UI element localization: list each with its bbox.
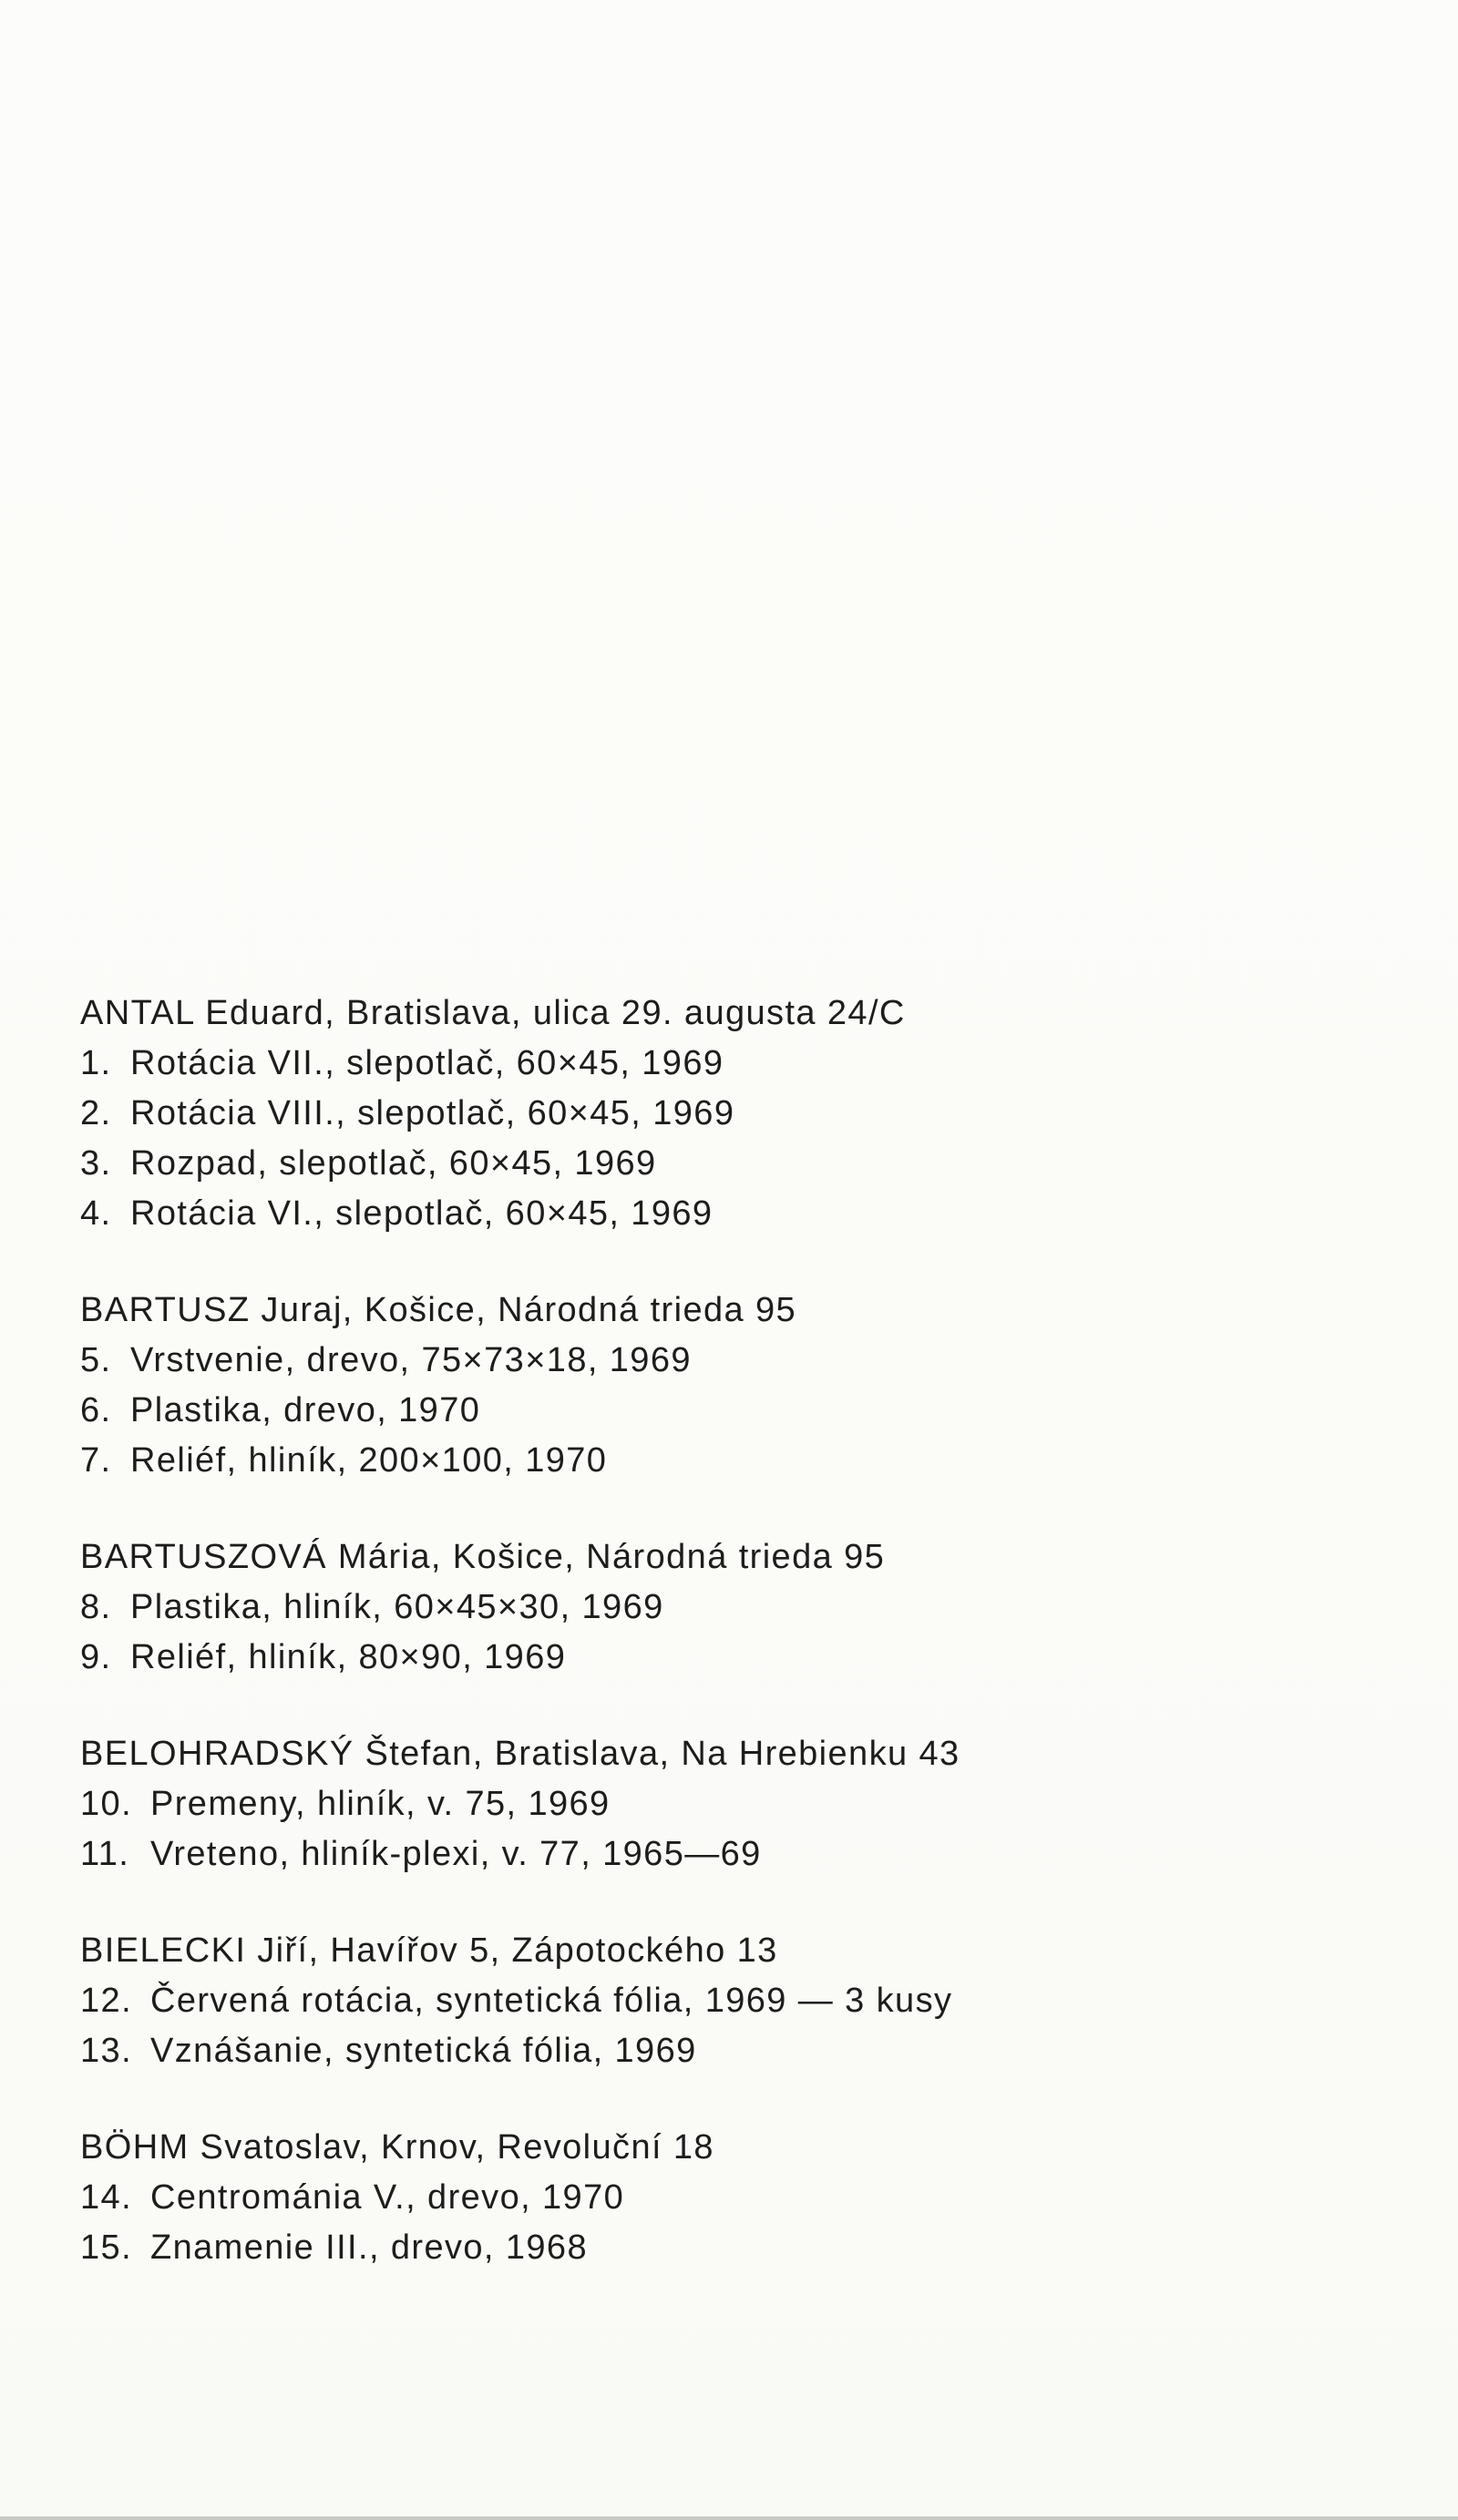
artist-entry-bartusz	[80, 1286, 1392, 1486]
artist-entry-bielecki	[80, 1926, 1392, 2076]
work-item	[80, 1089, 1392, 1139]
work-number: 13.	[80, 2032, 133, 2070]
work-item	[80, 1386, 1392, 1436]
work-description: Reliéf, hliník, 200×100, 1970	[130, 1441, 608, 1480]
artist-header: BIELECKI Jiří, Havířov 5, Zápotockého 13	[80, 1931, 778, 1970]
work-item	[80, 1189, 1392, 1239]
work-number: 2.	[80, 1094, 112, 1132]
work-description: Centrománia V., drevo, 1970	[150, 2178, 625, 2217]
artist-entry-antal	[80, 989, 1392, 1239]
work-description: Červená rotácia, syntetická fólia, 1969 — 3 kusy	[150, 1982, 953, 2020]
work-number: 10.	[80, 1785, 133, 1823]
work-item	[80, 2173, 1392, 2223]
work-description: Reliéf, hliník, 80×90, 1969	[130, 1638, 567, 1676]
work-item	[80, 1633, 1392, 1683]
work-number: 4.	[80, 1194, 112, 1233]
work-description: Premeny, hliník, v. 75, 1969	[150, 1785, 611, 1823]
artist-header: BELOHRADSKÝ Štefan, Bratislava, Na Hrebienku 43	[80, 1735, 960, 1773]
artist-header: ANTAL Eduard, Bratislava, ulica 29. augusta 24/C	[80, 994, 906, 1032]
artist-entry-bartuszova	[80, 1532, 1392, 1683]
artist-header: BARTUSZ Juraj, Košice, Národná trieda 95	[80, 1291, 797, 1329]
work-item	[80, 2026, 1392, 2076]
work-number: 8.	[80, 1588, 112, 1626]
work-item	[80, 1436, 1392, 1486]
artist-entry-bohm	[80, 2123, 1392, 2273]
work-description: Rotácia VI., slepotlač, 60×45, 1969	[130, 1194, 714, 1233]
work-item	[80, 1829, 1392, 1880]
work-description: Vreteno, hliník-plexi, v. 77, 1965—69	[150, 1835, 762, 1873]
artist-header: BARTUSZOVÁ Mária, Košice, Národná trieda 95	[80, 1538, 886, 1576]
work-item	[80, 2223, 1392, 2273]
work-number: 5.	[80, 1341, 112, 1379]
work-description: Vrstvenie, drevo, 75×73×18, 1969	[130, 1341, 692, 1379]
artist-entry-belohradsky	[80, 1729, 1392, 1880]
work-item	[80, 1336, 1392, 1386]
artist-header: BÖHM Svatoslav, Krnov, Revoluční 18	[80, 2128, 714, 2167]
work-number: 3.	[80, 1144, 112, 1183]
work-item	[80, 1976, 1392, 2026]
work-number: 7.	[80, 1441, 112, 1480]
work-description: Rotácia VII., slepotlač, 60×45, 1969	[130, 1044, 724, 1082]
work-number: 1.	[80, 1044, 112, 1082]
work-description: Rozpad, slepotlač, 60×45, 1969	[130, 1144, 657, 1183]
work-item	[80, 1779, 1392, 1829]
work-number: 15.	[80, 2228, 133, 2267]
work-description: Znamenie III., drevo, 1968	[150, 2228, 588, 2267]
work-description: Plastika, hliník, 60×45×30, 1969	[130, 1588, 664, 1626]
work-number: 12.	[80, 1982, 133, 2020]
work-number: 11.	[80, 1835, 130, 1873]
work-description: Vznášanie, syntetická fólia, 1969	[150, 2032, 697, 2070]
work-description: Plastika, drevo, 1970	[130, 1391, 481, 1429]
work-item	[80, 1583, 1392, 1633]
work-number: 6.	[80, 1391, 112, 1429]
work-number: 9.	[80, 1638, 112, 1676]
work-item	[80, 1139, 1392, 1189]
work-number: 14.	[80, 2178, 133, 2217]
work-item	[80, 1039, 1392, 1089]
work-description: Rotácia VIII., slepotlač, 60×45, 1969	[130, 1094, 735, 1132]
exhibition-catalog-list	[80, 989, 1392, 2320]
page-bottom-edge	[0, 2516, 1458, 2520]
